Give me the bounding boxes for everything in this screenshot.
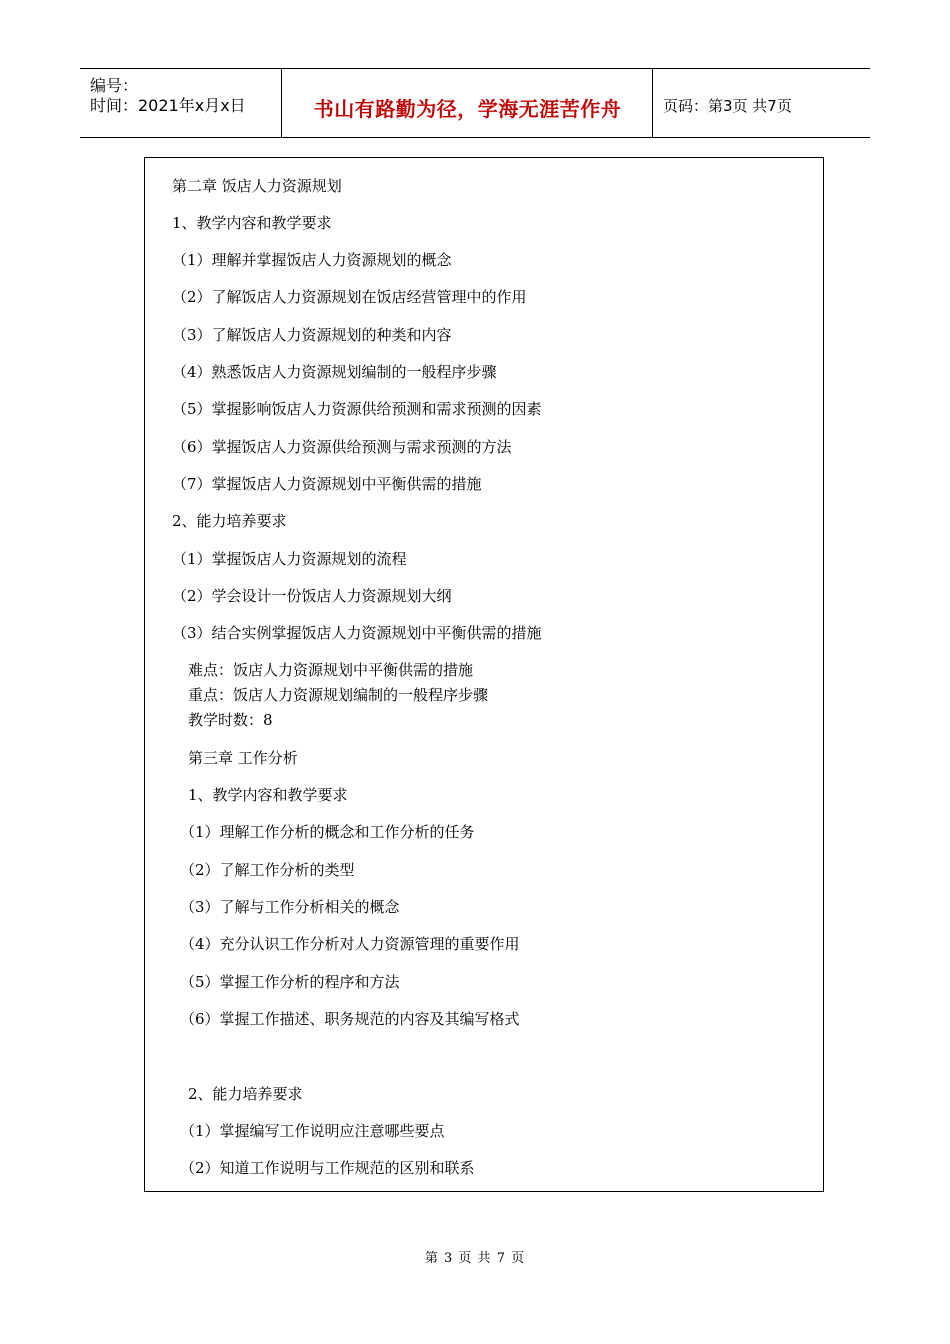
list-item: （7）掌握饭店人力资源规划中平衡供需的措施 [172, 475, 482, 493]
section-heading: 2、能力培养要求 [172, 512, 287, 530]
content-box [144, 157, 824, 1192]
key-point-note: 重点：饭店人力资源规划编制的一般程序步骤 [188, 686, 489, 704]
section-heading: 1、教学内容和教学要求 [188, 786, 348, 804]
list-item: （4）充分认识工作分析对人力资源管理的重要作用 [180, 935, 520, 953]
section-heading: 2、能力培养要求 [188, 1085, 303, 1103]
page-footer: 第 3 页 共 7 页 [424, 1251, 526, 1266]
list-item: （2）学会设计一份饭店人力资源规划大纲 [172, 587, 452, 605]
difficulty-note: 难点：饭店人力资源规划中平衡供需的措施 [188, 661, 474, 679]
header-meta-cell [80, 69, 282, 137]
header-motto: 书山有路勤为径，学海无涯苦作舟 [313, 97, 622, 121]
list-item: （6）掌握饭店人力资源供给预测与需求预测的方法 [172, 438, 512, 456]
list-item: （6）掌握工作描述、职务规范的内容及其编写格式 [180, 1010, 520, 1028]
list-item: （3）了解饭店人力资源规划的种类和内容 [172, 326, 452, 344]
teaching-hours: 教学时数：8 [188, 711, 273, 729]
document-header [80, 68, 870, 138]
header-motto-cell [282, 69, 653, 137]
chapter-2-title: 第二章 饭店人力资源规划 [172, 177, 342, 195]
list-item: （1）理解工作分析的概念和工作分析的任务 [180, 823, 475, 841]
chapter-3-title: 第三章 工作分析 [188, 749, 298, 767]
list-item: （2）知道工作说明与工作规范的区别和联系 [180, 1159, 475, 1177]
list-item: （3）了解与工作分析相关的概念 [180, 898, 400, 916]
header-page-cell [653, 69, 870, 137]
list-item: （2）了解饭店人力资源规划在饭店经营管理中的作用 [172, 288, 527, 306]
document-number-label: 编号： [90, 76, 139, 95]
list-item: （1）掌握编写工作说明应注意哪些要点 [180, 1122, 445, 1140]
list-item: （2）了解工作分析的类型 [180, 861, 355, 879]
list-item: （1）理解并掌握饭店人力资源规划的概念 [172, 251, 452, 269]
list-item: （1）掌握饭店人力资源规划的流程 [172, 550, 407, 568]
list-item: （3）结合实例掌握饭店人力资源规划中平衡供需的措施 [172, 624, 542, 642]
document-date-label: 时间：2021年x月x日 [90, 96, 246, 115]
list-item: （4）熟悉饭店人力资源规划编制的一般程序步骤 [172, 363, 497, 381]
list-item: （5）掌握工作分析的程序和方法 [180, 973, 400, 991]
header-page-info: 页码：第3页 共7页 [663, 97, 792, 115]
section-heading: 1、教学内容和教学要求 [172, 214, 332, 232]
list-item: （5）掌握影响饭店人力资源供给预测和需求预测的因素 [172, 400, 542, 418]
